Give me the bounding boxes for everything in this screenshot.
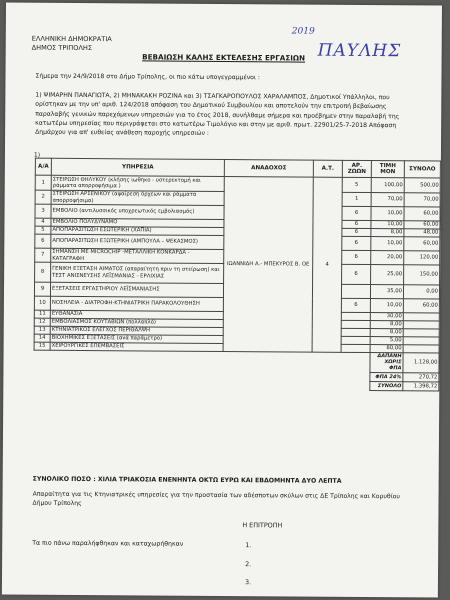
committee-heading: Η ΕΠΙΤΡΟΠΗ [242, 521, 283, 530]
cell-total: 60,00 [404, 237, 440, 251]
cell-animals [341, 320, 370, 328]
totals-value: 1.398,72 [403, 381, 439, 390]
document-page [2, 2, 442, 597]
cell-total: 60,00 [403, 299, 439, 313]
header-service: ΥΠΗΡΕΣΙΑ [51, 158, 224, 176]
cell-animals [341, 344, 370, 352]
cell-unit-price: 70,00 [371, 193, 404, 207]
cell-unit-price: 8,00 [371, 229, 404, 237]
cell-unit-price: 100,00 [371, 178, 404, 193]
cell-aa: 4 [35, 218, 51, 226]
header-aa: Α/Α [35, 158, 51, 175]
cell-aa: 6 [35, 234, 51, 248]
signature-line-2: 2. [245, 560, 252, 569]
cell-aa: 9 [34, 282, 50, 296]
document-title: ΒΕΒΑΙΩΣΗ ΚΑΛΗΣ ΕΚΤΕΛΕΣΗΣ ΕΡΓΑΣΙΩΝ [142, 52, 306, 63]
cell-unit-price: 30,00 [370, 313, 403, 321]
cell-total [403, 321, 439, 329]
cell-aa: 14 [34, 334, 50, 342]
cell-aa: 1 [35, 175, 51, 190]
cell-service: ΣΤΕΙΡΩΣΗ ΑΡΣΕΝΙΚΟΥ (αφαίρεση όρχεων και ράμματα απορροφήσιμα) [51, 190, 224, 205]
cell-aa: 8 [35, 262, 51, 282]
cell-animals: 6 [342, 206, 371, 220]
cell-animals: 6 [342, 250, 371, 264]
header-contractor: ΑΝΑΔΟΧΟΣ [224, 160, 313, 178]
cell-total [403, 329, 439, 337]
cell-service: ΕΞΕΤΑΣΕΙΣ ΕΡΓΑΣΤΗΡΙΟΥ ΛΕΪΣΜΑΝΙΑΣΗΣ [50, 282, 223, 297]
cell-aa: 7 [35, 248, 51, 262]
cell-service: ΣΤΕΙΡΩΣΗ ΘΗΛΥΚΟΥ (κλήσης ιωθηκο - υστερεκτομή και ράμματα απορροφήσιμα ) [51, 175, 224, 191]
cell-aa: 12 [34, 318, 50, 326]
cell-unit-price: 10,00 [371, 237, 404, 251]
total-amount-words: ΣΥΝΟΛΙΚΟ ΠΟΣΟ : ΧΙΛΙΑ ΤΡΙΑΚΟΣΙΑ ΕΝΕΝΗΝΤΑ ΟΚΤΩ ΕΥΡΩ ΚΑΙ ΕΒΔΟΜΗΝΤΑ ΔΥΟ ΛΕΠΤΑ [32, 475, 342, 485]
cell-animals: 5 [342, 177, 371, 192]
cell-unit-price: 20,00 [371, 251, 404, 265]
header-total: ΣΥΝΟΛΟ [404, 161, 440, 178]
totals-value: 270,72 [403, 372, 439, 381]
cell-contractor: ΙΩΑΝΝΙΔΗ Α.- ΜΠΕΚΥΡΟΣ Β. ΟΕ [223, 177, 313, 353]
cell-unit-price: 8,00 [370, 329, 403, 337]
cell-aa: 2 [35, 190, 51, 204]
cell-unit-price: 10,00 [371, 207, 404, 221]
cell-service: ΝΟΣΗΛΕΙΑ - ΔΙΑΤΡΟΦΗ-ΚΤΗΝΙΑΤΡΙΚΗ ΠΑΡΑΚΟΛΟΥΘΗΣΗ [50, 296, 223, 311]
cell-total [403, 313, 439, 321]
cell-total: 70,00 [404, 193, 440, 207]
cell-total: 48,00 [404, 229, 440, 237]
services-table [33, 158, 441, 391]
cell-service: ΧΕΙΡΟΥΡΓΙΚΕΣ ΕΠΕΜΒΑΣΕΙΣ [50, 342, 223, 351]
header-line-2: ΔΗΜΟΣ ΤΡΙΠΟΛΗΣ [31, 43, 93, 53]
cell-animals: 6 [342, 228, 371, 236]
cell-animals: 1 [342, 192, 371, 206]
cell-aa: 5 [35, 226, 51, 234]
cell-total [403, 345, 439, 353]
signature-line-1: 1. [245, 541, 252, 550]
cell-service: ΑΠΟΠΑΡΑΣΙΤΩΣΗ ΕΣΩΤΕΡΙΚΗ (ΧΑΠΙΑ) [51, 226, 224, 235]
totals-value: 1.128,00 [403, 353, 439, 373]
totals-row [34, 379, 439, 391]
cell-aa: 11 [34, 310, 50, 318]
received-statement: Τα πιο πάνω παραλήφθηκαν και καταχωρήθηκαν [32, 539, 184, 548]
approval-purpose: Απαραίτητα για τις Κτηνιατρικές υπηρεσίες για την προστασία των αδέσποτων σκύλων στις ΔΕ Τρίπολης και Κορυθίου Δήμου Τρίπολης [32, 490, 400, 508]
section-number: 1) [33, 151, 41, 159]
cell-service: ΕΜΒΟΛΙΟ ΠΟΛΥΔΥΝΑΜΟ [51, 218, 224, 227]
cell-unit-price: 35,00 [370, 285, 403, 299]
cell-aa: 10 [34, 296, 50, 310]
cell-total: 120,00 [404, 251, 440, 265]
cell-total: 150,00 [404, 265, 440, 285]
cell-total: 500,00 [404, 178, 440, 193]
cell-unit-price: 10,00 [371, 221, 404, 229]
cell-unit-price: 8,00 [370, 321, 403, 329]
handwritten-year: 2019 [291, 26, 315, 37]
cell-animals: 6 [342, 236, 371, 250]
cell-animals [341, 312, 370, 320]
table-body [34, 175, 440, 390]
totals-label: ΦΠΑ 24% [370, 372, 403, 381]
totals-spacer [34, 350, 370, 372]
cell-aa: 13 [34, 326, 50, 334]
cell-unit-price: 25,00 [371, 265, 404, 285]
cell-total: 0,00 [403, 285, 439, 299]
cell-service: ΚΤΗΝΙΑΤΡΙΚΟΣ ΕΛΕΓΧΟΣ ΠΕΡΙΘΑΛΨΗ [50, 326, 223, 335]
issuer-header [32, 35, 112, 54]
cell-total: 60,00 [404, 221, 440, 229]
cell-service: ΕΜΒΟΛΙΑΣΜΟΣ ΚΟΥΤΑΒΙΩΝ (πολλαπλό) [50, 318, 223, 327]
cell-service: ΣΗΜΑΝΣΗ ΜΕ MICROCHIP -ΜΕΤΑΛΛΙΚΗ ΚΟΝΚΑΡΔΑ - ΚΑΤΑΓΡΑΦΗ [51, 248, 224, 263]
header-at: Α.Τ. [313, 160, 342, 177]
cell-animals: 6 [341, 298, 370, 312]
totals-label: ΣΥΝΟΛΟ [370, 381, 403, 390]
cell-animals: 6 [342, 264, 371, 284]
cell-total: 60,00 [404, 207, 440, 221]
cell-unit-price: 5,00 [370, 337, 403, 345]
totals-spacer [34, 379, 370, 390]
cell-unit-price: 10,00 [370, 299, 403, 313]
signature-line-3: 3. [244, 578, 252, 587]
totals-label: ΔΑΠΑΝΗ ΧΩΡΙΣ ΦΠΑ [370, 353, 403, 373]
cell-at: 4 [312, 177, 342, 352]
intro-text: Σήμερα την 24/9/2018 στο Δήμο Τρίπολης, οι πιο κάτω υπογεγραμμένοι : [35, 72, 260, 82]
cell-total [403, 337, 439, 345]
cell-animals [341, 284, 370, 298]
handwritten-name: ΠΑΥΛΗΣ [317, 40, 402, 62]
cell-service: ΒΙΟΧΗΜΙΚΕΣ ΕΞΕΤΑΣΕΙΣ (ανά παράμετρο) [50, 334, 223, 343]
cell-service: ΑΠΟΠΑΡΑΣΙΤΩΣΗ ΕΞΩΤΕΡΙΚΗ (ΑΜΠΟΥΛΑ – ΨΕΚΑΣΜΟΣ) [51, 234, 224, 249]
cell-unit-price: 80,00 [370, 345, 403, 353]
cell-service: ΓΕΝΙΚΗ ΕΞΕΤΑΣΗ ΑΙΜΑΤΟΣ (απαραίτητη πριν τη στείρωση) και ΤΕΣΤ ΑΝΙΣΝΕΥΣΗΣ ΛΕΪΣΜΑΝΙΑΣ - ΕΡΛΙΧΙΑΣ [51, 262, 224, 283]
cell-animals [341, 328, 370, 336]
cell-animals: 6 [342, 220, 371, 228]
committee-members-text: 1) ΨΙΜΑΡΗΝ ΠΑΝΑΓΙΩΤΑ, 2) ΜΗΝΑΚΑΚΗ ΡΟΖΙΝΑ και 3) ΤΣΑΓΚΑΡΟΠΟΥΛΟΣ ΧΑΡΑΛΑΜΠΟΣ, Δημοτικοί Υπάλληλοι, που ορίστηκαν με την υπ' αριθ. 124/2018 απόφαση του Δημοτικού Συμβουλίου και αποτελούν την επιτροπή βεβαίωσης παραλαβής γενικών παρεχόμενων υπηρεσιών για το έτος 2018, συνήλθαμε σήμερα και προέβημεν στην παραλαβή της κατωτέρω υπηρεσίας που περιγράφεται στο κατωτέρω Τιμολόγιο και στην με αριθ. πρωτ. 22901/25-7-2018 Απόφαση Δημάρχου για απ' ευθείας ανάθεση παροχής υπηρεσιών : [35, 91, 400, 138]
header-animals: ΑΡ. ΖΩΩΝ [342, 160, 371, 177]
cell-animals [341, 336, 370, 344]
cell-service: ΕΥΘΑΝΑΣΙΑ [50, 310, 223, 319]
header-line-1: ΕΛΛΗΝΙΚΗ ΔΗΜΟΚΡΑΤΙΑ [31, 34, 112, 44]
cell-aa: 3 [35, 204, 51, 218]
header-unit-price: ΤΙΜΗ ΜΟΝ [371, 161, 404, 178]
cell-aa: 15 [34, 342, 50, 350]
cell-service: ΕΜΒΟΛΙΟ (αντιλυσσικός υποχρεωτικός εμβολιασμός) [51, 204, 224, 219]
